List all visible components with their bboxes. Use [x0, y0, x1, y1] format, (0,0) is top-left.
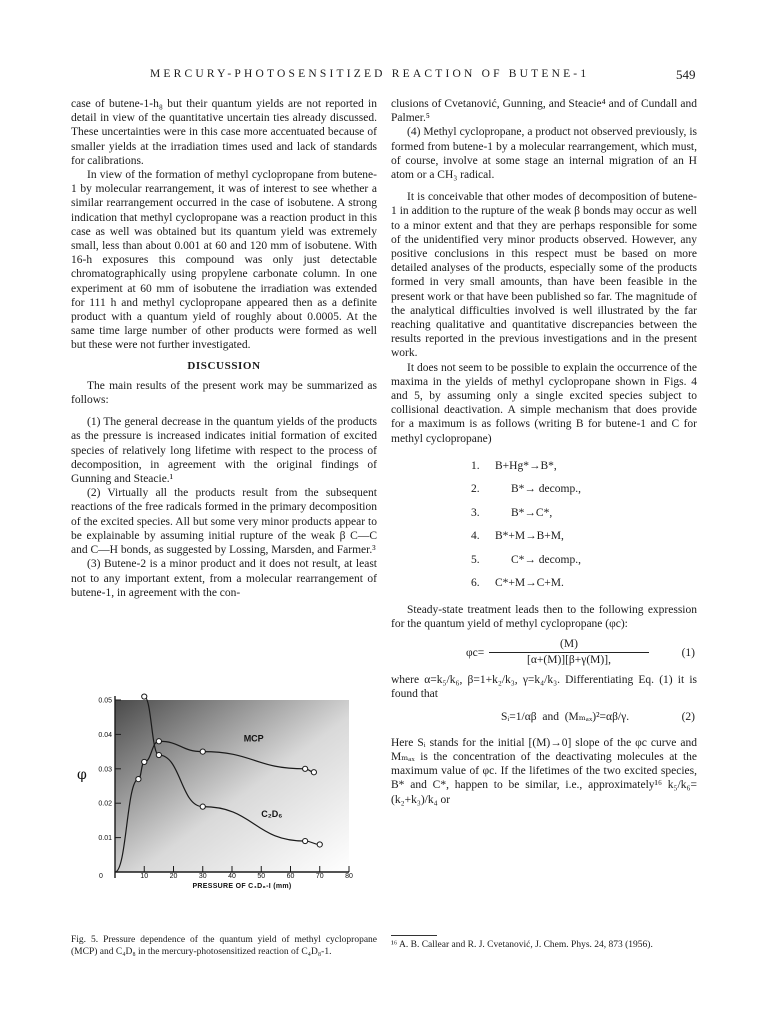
y-tick-label: 0.03: [98, 766, 112, 774]
step-number: 3.: [471, 506, 480, 519]
step-number: 6.: [471, 577, 480, 590]
x-tick-label: 20: [169, 873, 178, 880]
paragraph: (2) Virtually all the products result from the subsequent reactions of the free radicals formed in the primary decomposition of the excited species. All but some very minor products appear to be explainable by assuming initial rupture of the weak β C—C and C—H bonds, as suggested by Lossing, Marsden, and Farmer.³: [71, 487, 377, 557]
data-point: [303, 838, 308, 843]
paragraph: Steady-state treatment leads then to the following expression for the quantum yield of methyl cyclopropane (φc):: [391, 603, 697, 631]
step-equation: B*+M→B+M,: [495, 530, 564, 543]
y-axis-label: φ: [77, 767, 87, 784]
step-equation: C*+M→C+M.: [495, 577, 564, 590]
data-point: [200, 804, 205, 809]
equation-fraction: [489, 637, 649, 667]
equation-number: (1): [681, 647, 695, 660]
data-point: [311, 770, 316, 775]
step-number: 4.: [471, 530, 480, 543]
equation-1: [391, 637, 697, 667]
mechanism-step: [471, 454, 697, 478]
page-number: 549: [676, 67, 696, 82]
step-equation: B+Hg*→B*,: [495, 459, 557, 472]
reaction-mechanism: [471, 454, 697, 595]
equation-comma: ,: [608, 654, 611, 667]
paragraph: (1) The general decrease in the quantum yields of the products as the pressure is increased indicates initial formation of excited species of relatively long lifetime with respect to the process of decomposition, in agreement with the original findings of Gunning and Steacie.¹: [71, 416, 377, 486]
step-number: 1.: [471, 459, 480, 472]
data-point: [200, 749, 205, 754]
paragraph: clusions of Cvetanović, Gunning, and Steacie⁴ and of Cundall and Palmer.⁵: [391, 98, 697, 125]
data-point: [142, 759, 147, 764]
mechanism-step: [471, 477, 697, 501]
step-equation: C*→ decomp.,: [511, 553, 581, 566]
paragraph: In view of the formation of methyl cyclopropane from butene-1 by molecular rearrangement, it was of interest to see whether a similar rearrangement occurred in the case of isobutene. A strong indication that methyl cyclopropane was a reaction product in this case as well was obtained but its quantum yield was extremely small, less than about 0.001 at 60 and 120 mm of isobutene. With 16-h exposures this compound was only just detectable chromatographically using propylene carbonate column. In one experiment at 60 mm of isobutene the irradiation was extended for 111 h and methyl cyclopropane appeared then as a definite product with a quantum yield of roughly about 0.0005. At the same time large number of other products were formed as well but these were not further investigated.: [71, 169, 377, 352]
paragraph: where α=k₅/k₆, β=1+k₂/k₃, γ=k₄/k₃. Differentiating Eq. (1) it is found that: [391, 674, 697, 701]
denominator-text: [α+(M)][β+γ(M)]: [527, 654, 609, 667]
equation-2: [391, 708, 697, 730]
data-point: [156, 752, 161, 757]
paragraph: Here Sᵢ stands for the initial [(M)→0] slope of the φc curve and Mₘₐₓ is the concentration of the deactivating molecules at the maximum value of φc. If the lifetimes of the two excited species, B* and C*, happen to be similar, i.e., approximately¹⁶ k₅/k₆=(k₂+k₃)/k₄ or: [391, 736, 697, 806]
step-equation: B*→C*,: [511, 506, 553, 519]
paragraph: (3) Butene-2 is a minor product and it does not result, at least not to any important extent, from a molecular rearrangement of butene-1, in agreement with the con-: [71, 558, 377, 599]
fraction-denominator: [489, 653, 649, 667]
right-column: [391, 97, 697, 807]
x-tick-label: 0: [99, 873, 103, 880]
mechanism-step: [471, 524, 697, 548]
x-tick-label: 80: [345, 873, 353, 880]
footnote-rule: [391, 935, 437, 936]
data-point: [142, 694, 147, 699]
data-point: [156, 739, 161, 744]
series-label-c2d6: C₂D₆: [261, 808, 283, 819]
mechanism-step: [471, 548, 697, 572]
footnote: ¹⁶ A. B. Callear and R. J. Cvetanović, J. Chem. Phys. 24, 873 (1956).: [391, 940, 653, 950]
equation-body: Sᵢ=1/αβ and (Mₘₐₓ)²=αβ/γ.: [501, 710, 630, 723]
equation-lhs: φc=: [466, 647, 485, 660]
y-tick-label: 0.05: [98, 697, 112, 705]
x-tick-label: 60: [286, 873, 295, 880]
step-number: 2.: [471, 483, 480, 496]
x-tick-label: 50: [257, 873, 266, 880]
equation-number: (2): [681, 710, 695, 723]
mechanism-step: [471, 501, 697, 525]
page-header: [0, 68, 768, 86]
data-point: [136, 777, 141, 782]
chart-svg: [71, 688, 381, 894]
mechanism-step: [471, 571, 697, 595]
paragraph: It is conceivable that other modes of decomposition of butene-1 in addition to the rupture of the weak β bonds may occur as well to a minor extent and that they are perhaps responsible for some of the unidentified very minor products observed. However, any positive conclusions in this respect must be based on more detailed analyses of the products, especially some of the products formed in very small amounts, than have been feasible in the present work or that have been published so far. The magnitude of the analytical difficulties involved is well illustrated by the far reaching qualitative and quantitative discrepancies between the results reported in the previous investigations and in the present work.: [391, 191, 697, 360]
data-point: [317, 842, 322, 847]
step-number: 5.: [471, 553, 480, 566]
x-tick-label: 30: [198, 873, 207, 880]
paragraph: The main results of the present work may be summarized as follows:: [71, 379, 377, 407]
paragraph: It does not seem to be possible to explain the occurrence of the maxima in the yields of methyl cyclopropane shown in Figs. 4 and 5, by assuming only a single excited species subject to collisional deactivation. A simple mechanism that does provide for a maximum is as follows (writing B for butene-1 and C for methyl cyclopropane): [391, 361, 697, 445]
left-column: [71, 97, 377, 600]
shaded-background: [115, 700, 349, 872]
y-tick-label: 0.04: [98, 731, 112, 739]
data-point: [303, 766, 308, 771]
section-heading: DISCUSSION: [187, 359, 261, 372]
figure-5: [71, 688, 381, 894]
paragraph: (4) Methyl cyclopropane, a product not observed previously, is formed from butene-1 by a molecular rearrangement, which must, of course, involve at some stage an internal migration of an H atom or a CH₃ radical.: [391, 126, 697, 182]
step-equation: B*→ decomp.,: [511, 483, 581, 496]
fraction-numerator: (M): [489, 637, 649, 653]
figure-caption: Fig. 5. Pressure dependence of the quantum yield of methyl cyclopropane (MCP) and C₄D₈ in the mercury-photosensitized reaction of C₄D₈-1.: [71, 935, 377, 957]
running-title: MERCURY-PHOTOSENSITIZED REACTION OF BUTENE-1: [150, 68, 590, 80]
y-tick-label: 0.02: [98, 800, 112, 808]
series-label-mcp: MCP: [243, 733, 264, 744]
x-axis-label: PRESSURE OF C₄D₈-I (mm): [192, 883, 292, 890]
paragraph: case of butene-1-h₈ but their quantum yields are not reported in detail in view of the quantitative uncertain ties already discussed. These uncertainties were in this case more accentuated because of smaller yields at the irradiation times used and lack of standards for calibrations.: [71, 98, 377, 167]
y-tick-label: 0.01: [98, 835, 112, 843]
x-tick-label: 40: [228, 873, 236, 880]
x-tick-label: 70: [315, 873, 324, 880]
x-tick-label: 10: [140, 873, 149, 880]
